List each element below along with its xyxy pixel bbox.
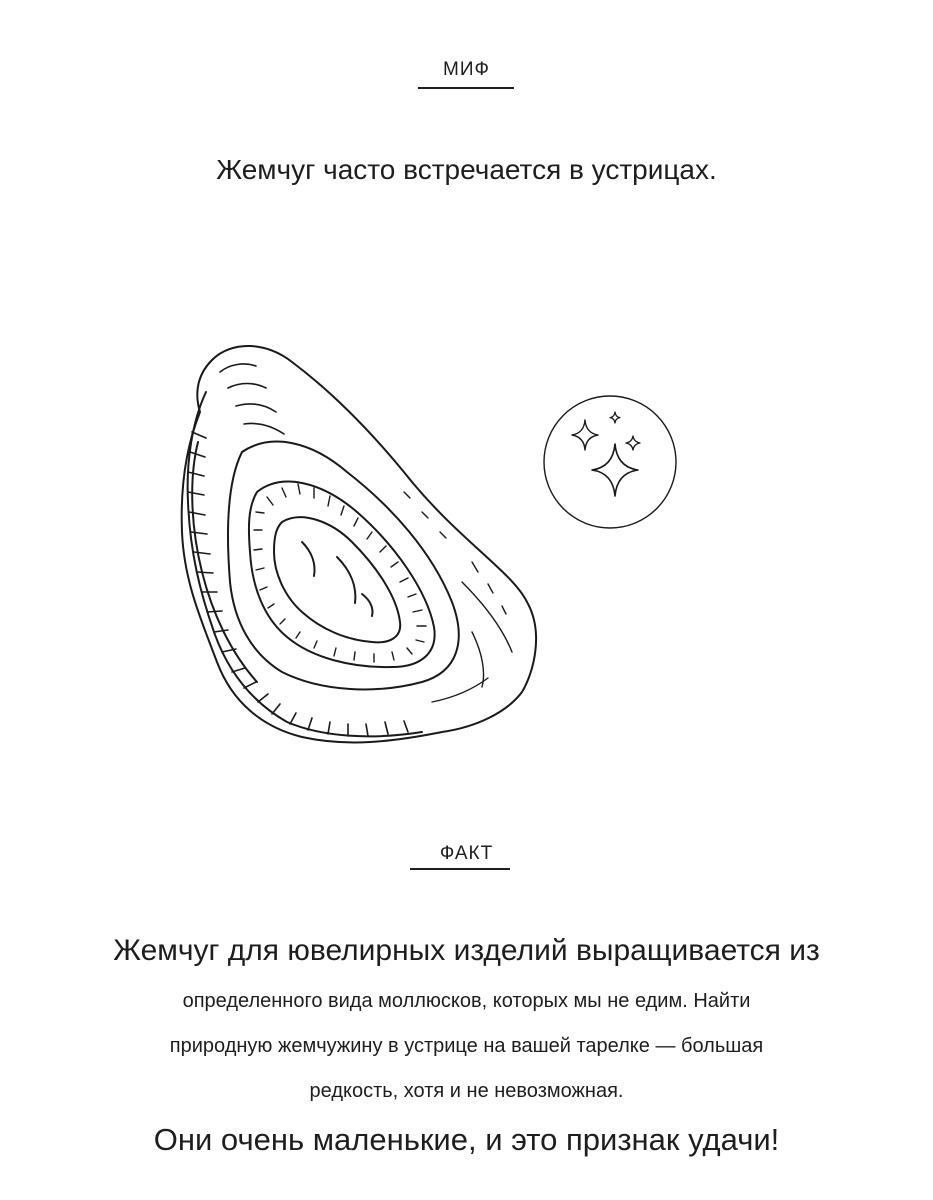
pearl-sparkle-icon [540,392,680,532]
fact-line: редкость, хотя и не невозможная. [309,1080,624,1102]
oyster-shell-icon [172,332,557,772]
myth-label: МИФ [443,59,490,80]
myth-label-underline [418,87,514,89]
myth-text: Жемчуг часто встречается в устрицах. [216,154,717,185]
fact-label: ФАКТ [439,843,494,864]
fact-closing: Они очень маленькие, и это признак удачи! [153,1122,780,1157]
fact-line: природную жемчужину в устрице на вашей тарелке — большая [169,1035,764,1057]
fact-headline: Жемчуг для ювелирных изделий выращивается из [113,934,820,967]
fact-line: определенного вида моллюсков, которых мы не едим. Найти [182,990,751,1012]
fact-label-underline [410,868,510,870]
